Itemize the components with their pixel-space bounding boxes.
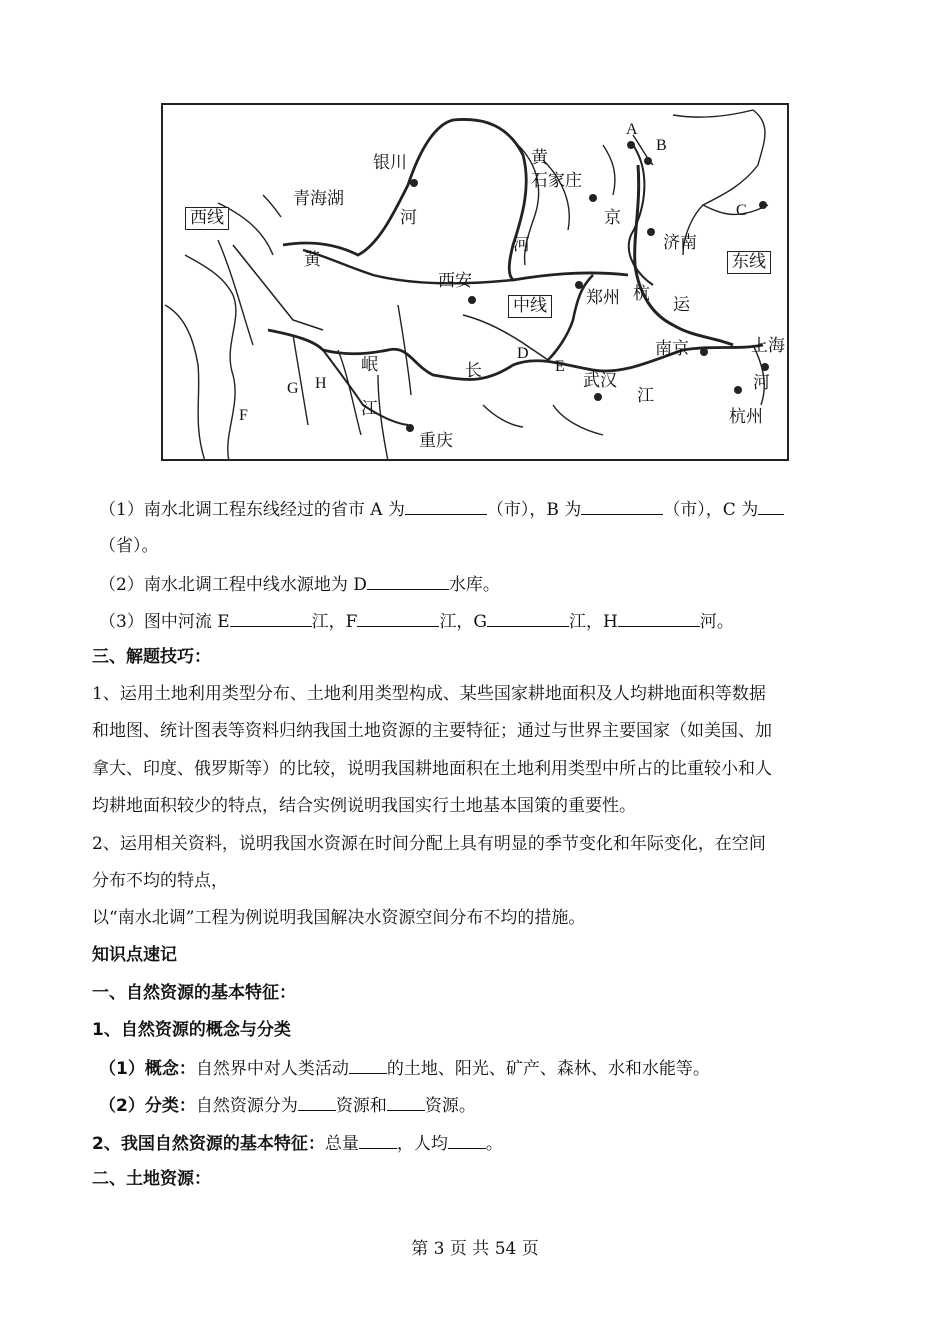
page-footer: 第 3 页 共 54 页 — [411, 1239, 539, 1259]
river-char-jiang-1: 江 — [361, 399, 378, 419]
letter-h: H — [315, 375, 327, 392]
classification-line — [99, 1093, 476, 1117]
question-2 — [99, 572, 500, 596]
classification-blank-1[interactable] — [298, 1093, 336, 1111]
per-capita-blank[interactable] — [448, 1131, 486, 1149]
classification-text-c: 资源。 — [424, 1096, 476, 1116]
q3-text-d: 江，H — [569, 612, 618, 632]
q3-text-b: 江，F — [311, 612, 358, 632]
q3-text-a: （3）图中河流 E — [99, 612, 230, 632]
answer-blank-h[interactable] — [618, 609, 700, 627]
west-route-label: 西线 — [185, 207, 229, 230]
q2-text-b: 水库。 — [448, 575, 500, 595]
q1-text-a: （1）南水北调工程东线经过的省市 A 为 — [99, 500, 405, 520]
tip-2-line-1: 2、运用相关资料，说明我国水资源在时间分配上具有明显的季节变化和年际变化，在空间 — [92, 834, 766, 854]
canal-char-hang: 杭 — [633, 284, 650, 304]
answer-blank-e[interactable] — [230, 609, 312, 627]
answer-blank-a[interactable] — [405, 497, 487, 515]
answer-blank-c[interactable] — [758, 497, 784, 515]
q3-text-c: 江，G — [439, 612, 488, 632]
map-south-north-water-diversion — [161, 103, 789, 461]
middle-route-label: 中线 — [508, 295, 552, 318]
letter-b: B — [656, 137, 667, 154]
city-label-chongqing: 重庆 — [419, 431, 453, 451]
basic-features-label: 2、我国自然资源的基本特征： — [92, 1134, 325, 1154]
canal-char-yun: 运 — [673, 295, 690, 315]
total-blank[interactable] — [359, 1131, 397, 1149]
q2-text-a: （2）南水北调工程中线水源地为 D — [99, 575, 367, 595]
city-label-zhengzhou: 郑州 — [586, 288, 620, 308]
river-char-he-2: 河 — [513, 235, 530, 255]
concept-text-b: 的土地、阳光、矿产、森林、水和水能等。 — [386, 1059, 710, 1079]
question-1-cont: （省）。 — [99, 536, 159, 556]
river-char-jiang-2: 江 — [637, 386, 654, 406]
concept-text-a: 自然界中对人类活动 — [195, 1059, 349, 1079]
answer-blank-d[interactable] — [367, 572, 449, 590]
section-3-heading: 三、解题技巧： — [92, 647, 211, 667]
basic-features-text-c: 。 — [485, 1134, 503, 1154]
tip-1-line-4: 均耕地面积较少的特点，结合实例说明我国实行土地基本国策的重要性。 — [92, 796, 636, 816]
heading-concept-classification: 1、自然资源的概念与分类 — [92, 1020, 291, 1040]
qinghai-lake-label: 青海湖 — [293, 189, 344, 209]
letter-c: C — [736, 202, 747, 219]
canal-char-jing: 京 — [604, 208, 621, 228]
river-char-he: 河 — [400, 208, 417, 228]
city-label-wuhan: 武汉 — [583, 371, 617, 391]
tip-2-line-2: 分布不均的特点， — [92, 871, 228, 891]
basic-features-line — [92, 1131, 503, 1155]
river-char-huang-north: 黄 — [531, 148, 548, 168]
knowledge-title: 知识点速记 — [92, 945, 177, 965]
city-label-shijiazhuang: 石家庄 — [531, 171, 582, 191]
river-char-huang-west: 黄 — [304, 250, 321, 270]
city-label-nanjing: 南京 — [655, 339, 689, 359]
river-char-min: 岷 — [361, 355, 378, 375]
classification-label: （2）分类： — [99, 1096, 196, 1116]
tip-1-line-1: 1、运用土地利用类型分布、土地利用类型构成、某些国家耕地面积及人均耕地面积等数据 — [92, 684, 766, 704]
concept-blank[interactable] — [349, 1056, 387, 1074]
city-label-hangzhou: 杭州 — [729, 407, 763, 427]
answer-blank-b[interactable] — [581, 497, 663, 515]
letter-d: D — [517, 345, 529, 362]
map-drawing — [163, 105, 789, 461]
city-label-shanghai: 上海 — [751, 336, 785, 356]
letter-a: A — [626, 121, 638, 138]
heading-natural-resources: 一、自然资源的基本特征： — [92, 983, 296, 1003]
classification-text-a: 自然资源分为 — [195, 1096, 298, 1116]
river-char-chang: 长 — [465, 361, 482, 381]
q3-text-e: 河。 — [699, 612, 734, 632]
concept-label: （1）概念： — [99, 1059, 196, 1079]
letter-e: E — [555, 358, 565, 375]
answer-blank-g[interactable] — [487, 609, 569, 627]
city-label-jinan: 济南 — [663, 233, 697, 253]
classification-blank-2[interactable] — [387, 1093, 425, 1111]
canal-char-he-3: 河 — [753, 373, 770, 393]
tip-1-line-2: 和地图、统计图表等资料归纳我国土地资源的主要特征；通过与世界主要国家（如美国、加 — [92, 721, 772, 741]
basic-features-text-a: 总量 — [324, 1134, 359, 1154]
classification-text-b: 资源和 — [335, 1096, 387, 1116]
letter-g: G — [287, 380, 299, 397]
tip-1-line-3: 拿大、印度、俄罗斯等）的比较，说明我国耕地面积在土地利用类型中所占的比重较小和人 — [92, 759, 772, 779]
basic-features-text-b: ，人均 — [396, 1134, 448, 1154]
answer-blank-f[interactable] — [357, 609, 439, 627]
question-3 — [99, 609, 734, 633]
question-1 — [99, 497, 784, 521]
letter-f: F — [239, 407, 248, 424]
tip-3: 以“南水北调”工程为例说明我国解决水资源空间分布不均的措施。 — [92, 908, 586, 928]
q1-text-b: （市），B 为 — [486, 500, 582, 520]
concept-line — [99, 1056, 710, 1080]
city-label-yinchuan: 银川 — [373, 153, 407, 173]
east-route-label: 东线 — [727, 251, 771, 274]
q1-text-c: （市），C 为 — [663, 500, 759, 520]
heading-land-resources: 二、土地资源： — [92, 1169, 211, 1189]
city-label-xian: 西安 — [438, 271, 472, 291]
